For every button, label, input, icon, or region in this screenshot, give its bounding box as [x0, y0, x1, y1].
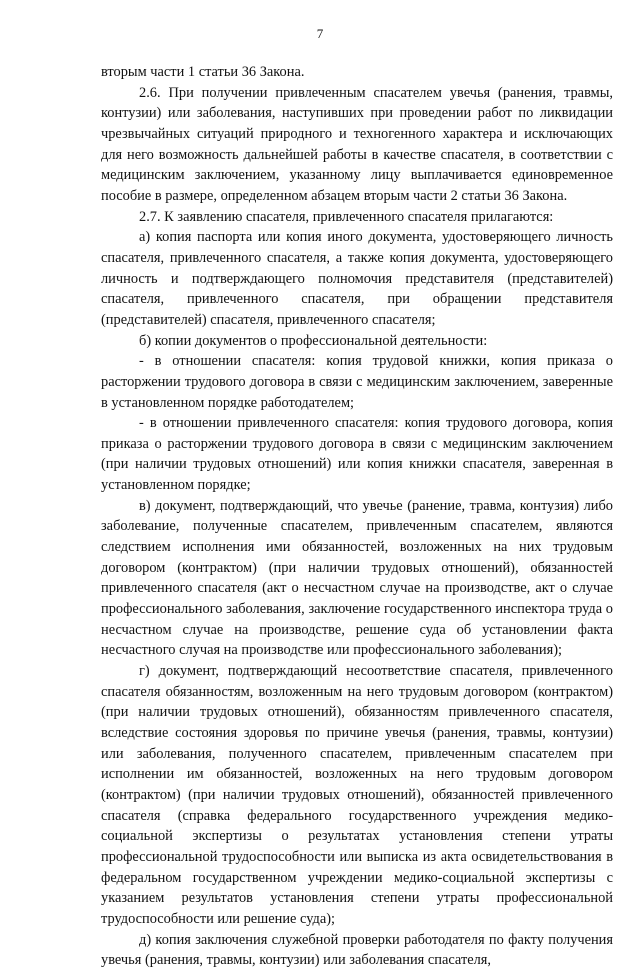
paragraph-2-6: 2.6. При получении привлеченным спасателем увечья (ранения, травмы, контузии) или заболевания, наступивших при проведении работ по ликвидации чрезвычайных ситуаций природного и техногенного характера и исключающих для него возможность дальнейшей работы в качестве спасателя, в соответствии с медицинским заключением, указанному лицу выплачивается единовременное пособие в размере, определенном абзацем вторым части 2 статьи 36 Закона.	[101, 84, 613, 204]
paragraph-2-7: 2.7. К заявлению спасателя, привлеченного спасателя прилагаются:	[139, 208, 554, 225]
list-item-v: в) документ, подтверждающий, что увечье (ранение, травма, контузия) либо заболевание, полученные спасателем, привлеченным спасателем, являются следствием исполнения ими обязанностей, возложенных на них трудовым договором (контрактом) (при наличии трудовых отношений), обязанностей привлеченного спасателя (акт о несчастном случае на производстве, акт о случае профессионального заболевания, заключение государственного инспектора труда о несчастном случае на производстве, решение суда об установлении факта несчастного случая на производстве или профессионального заболевания);	[101, 497, 613, 659]
document-body	[101, 62, 613, 971]
paragraph-continuation: вторым части 1 статьи 36 Закона.	[101, 64, 305, 80]
page-number: 7	[316, 26, 324, 41]
list-item-a: а) копия паспорта или копия иного документа, удостоверяющего личность спасателя, привлеченного спасателя, а также копия документа, удостоверяющего личность и подтверждающего полномочия представителя (представителей) спасателя, привлеченного спасателя, при обращении представителя (представителей) спасателя, привлеченного спасателя;	[101, 229, 613, 328]
list-subitem-rescuer: - в отношении спасателя: копия трудовой книжки, копия приказа о расторжении трудового договора в связи с медицинским заключением, заверенные в установленном порядке работодателем;	[101, 353, 613, 411]
list-subitem-involved-rescuer: - в отношении привлеченного спасателя: копия трудового договора, копия приказа о расторжении трудового договора в связи с медицинским заключением (при наличии трудовых отношений) или копия книжки спасателя, заверенная в установленном порядке;	[101, 415, 613, 494]
list-item-g: г) документ, подтверждающий несоответствие спасателя, привлеченного спасателя обязанностям, возложенным на него трудовым договором (контрактом) (при наличии трудовых отношений), обязанностям привлеченного спасателя, вследствие состояния здоровья по причине увечья (ранения, травмы, контузии) или заболевания, полученного спасателем, привлеченным спасателем при исполнении им обязанностей, возложенных на него трудовым договором (контрактом) (при наличии трудовых отношений), обязанностей привлеченного спасателя (справка федерального государственного учреждения медико-социальной экспертизы о результатах установления степени утраты профессиональной трудоспособности или выписка из акта освидетельствования в федеральном государственном учреждении медико-социальной экспертизы с указанием результатов установления степени утраты профессиональной трудоспособности или решение суда);	[101, 663, 613, 927]
list-item-d: д) копия заключения служебной проверки работодателя по факту получения увечья (ранения, травмы, контузии) или заболевания спасателя,	[101, 931, 613, 969]
list-item-b: б) копии документов о профессиональной деятельности:	[139, 332, 488, 349]
